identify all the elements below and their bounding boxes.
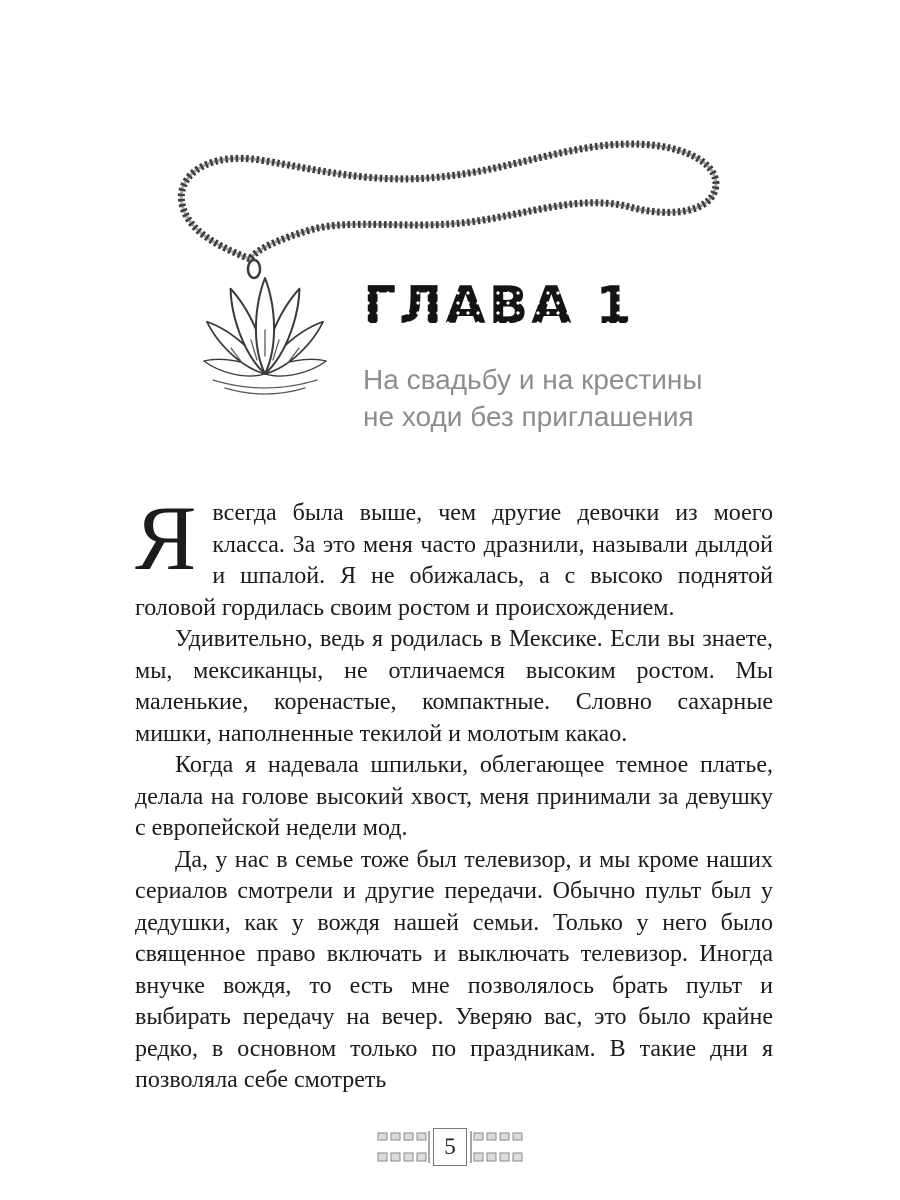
- paragraph: [135, 845, 773, 1097]
- chapter-subtitle-line2: не ходи без приглашения: [363, 401, 694, 433]
- paragraph: [135, 750, 773, 845]
- paragraph: [135, 487, 773, 624]
- paragraph-text: Да, у нас в семье тоже был телевизор, и мы кроме наших сериалов смотрели и другие передачи. Обычно пульт был у дедушки, как у вождя нашей семьи. Только у него было священное право включать и выключать телевизор. Иногда внучке вождя, то есть мне позволялось брать пульт и выбирать передачу на вечер. Уверяю вас, это было крайне редко, в основном только по праздникам. В такие дни я позволяла себе смотреть: [135, 846, 773, 1093]
- body-text: [135, 487, 773, 1097]
- lotus-pendant-icon: [202, 278, 329, 394]
- page-number: 5: [444, 1134, 456, 1159]
- paragraph-text: Удивительно, ведь я родилась в Мексике. Если вы знаете, мы, мексиканцы, не отличаемся высоким ростом. Мы маленькие, коренастые, компактные. Словно сахарные мишки, наполненные текилой и молотым какао.: [135, 626, 773, 747]
- page-number-box: [433, 1128, 467, 1166]
- chapter-title: ГЛАВА 1: [363, 278, 793, 335]
- chapter-subtitle-line1: На свадьбу и на крестины: [363, 364, 703, 396]
- necklace-chain-icon: [181, 144, 716, 259]
- chapter-heading: [363, 278, 793, 435]
- page-footer: [0, 1128, 900, 1166]
- chapter-subtitle: [363, 361, 793, 435]
- film-strip-left-icon: [375, 1130, 431, 1164]
- dropcap-letter: Я: [135, 487, 197, 589]
- film-strip-right-icon: [469, 1130, 525, 1164]
- paragraph-text: Когда я надевала шпильки, облегающее темное платье, делала на голове высокий хвост, меня принимали за девушку с европейской недели мод.: [135, 752, 773, 841]
- paragraph: [135, 624, 773, 750]
- pendant-bail-icon: [248, 260, 260, 278]
- paragraph-text: всегда была выше, чем другие девочки из моего класса. За это меня часто дразнили, называли дылдой и шпалой. Я не обижалась, а с высоко поднятой головой гордилась своим ростом и происхождением.: [135, 500, 773, 621]
